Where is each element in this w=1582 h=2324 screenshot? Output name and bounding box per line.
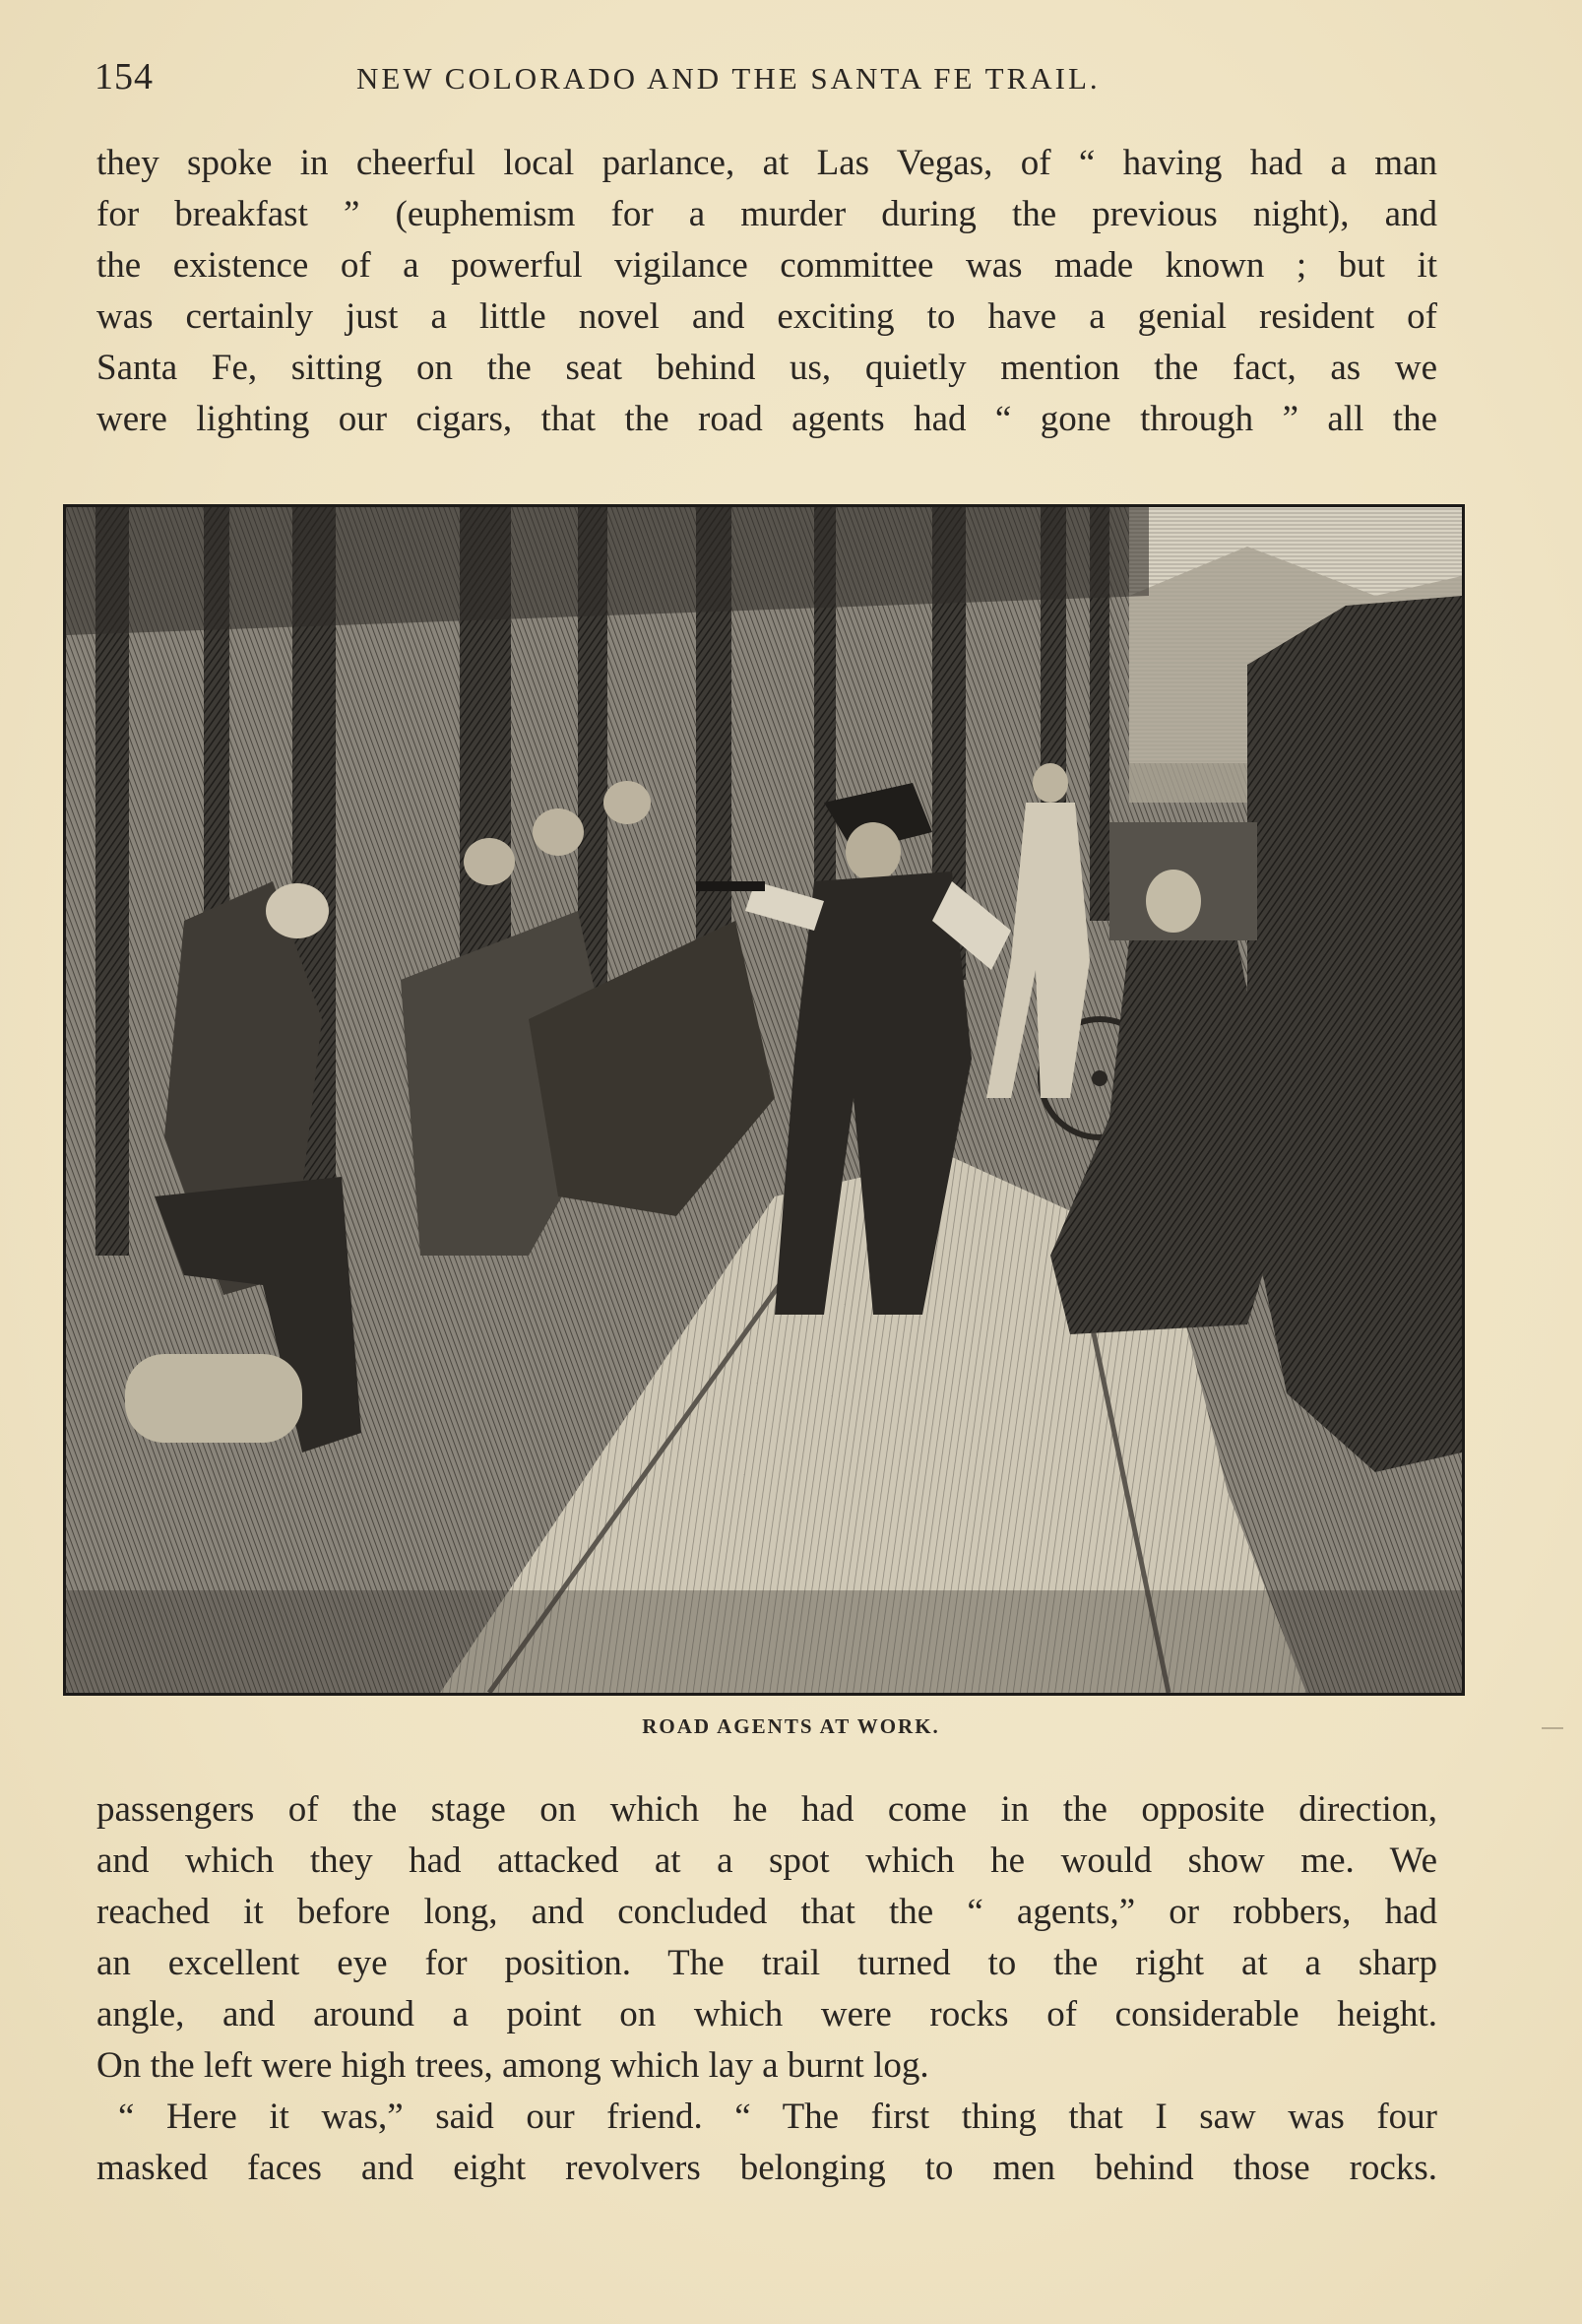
text-line: On the left were high trees, among which lay a burnt log. <box>96 2045 929 2086</box>
figure-caption: ROAD AGENTS AT WORK. <box>642 1714 940 1738</box>
engraving-illustration <box>63 504 1465 1696</box>
paragraph-bottom <box>96 1784 1437 2194</box>
text-line: masked faces and eight revolvers belonging to men behind those rocks. <box>96 2148 1437 2188</box>
running-head: NEW COLORADO AND THE SANTA FE TRAIL. <box>356 61 1101 96</box>
engraving-artwork <box>66 507 1462 1693</box>
page-header <box>95 55 1473 104</box>
text-line: was certainly just a little novel and exciting to have a genial resident of <box>96 296 1437 337</box>
rock-outcrop <box>1247 596 1462 1472</box>
page-number: 154 <box>95 56 154 97</box>
text-line: and which they had attacked at a spot which he would show me. We <box>96 1840 1437 1881</box>
text-line: the existence of a powerful vigilance committee was made known ; but it <box>96 245 1437 286</box>
text-line: were lighting our cigars, that the road agents had “ gone through ” all the <box>96 399 1437 439</box>
text-line: angle, and around a point on which were rocks of considerable height. <box>96 1994 1437 2034</box>
text-line: reached it before long, and concluded that the “ agents,” or robbers, had <box>96 1892 1437 1932</box>
text-line: passengers of the stage on which he had come in the opposite direction, <box>96 1789 1437 1830</box>
text-line: for breakfast ” (euphemism for a murder during the previous night), and <box>96 194 1437 234</box>
paragraph-top <box>96 138 1437 445</box>
text-line: an excellent eye for position. The trail turned to the right at a sharp <box>96 1943 1437 1983</box>
text-line: Santa Fe, sitting on the seat behind us, quietly mention the fact, as we <box>96 348 1437 388</box>
text-line: “ Here it was,” said our friend. “ The first thing that I saw was four <box>118 2097 1437 2137</box>
margin-mark <box>1542 1727 1563 1729</box>
text-line: they spoke in cheerful local parlance, at Las Vegas, of “ having had a man <box>96 143 1437 183</box>
